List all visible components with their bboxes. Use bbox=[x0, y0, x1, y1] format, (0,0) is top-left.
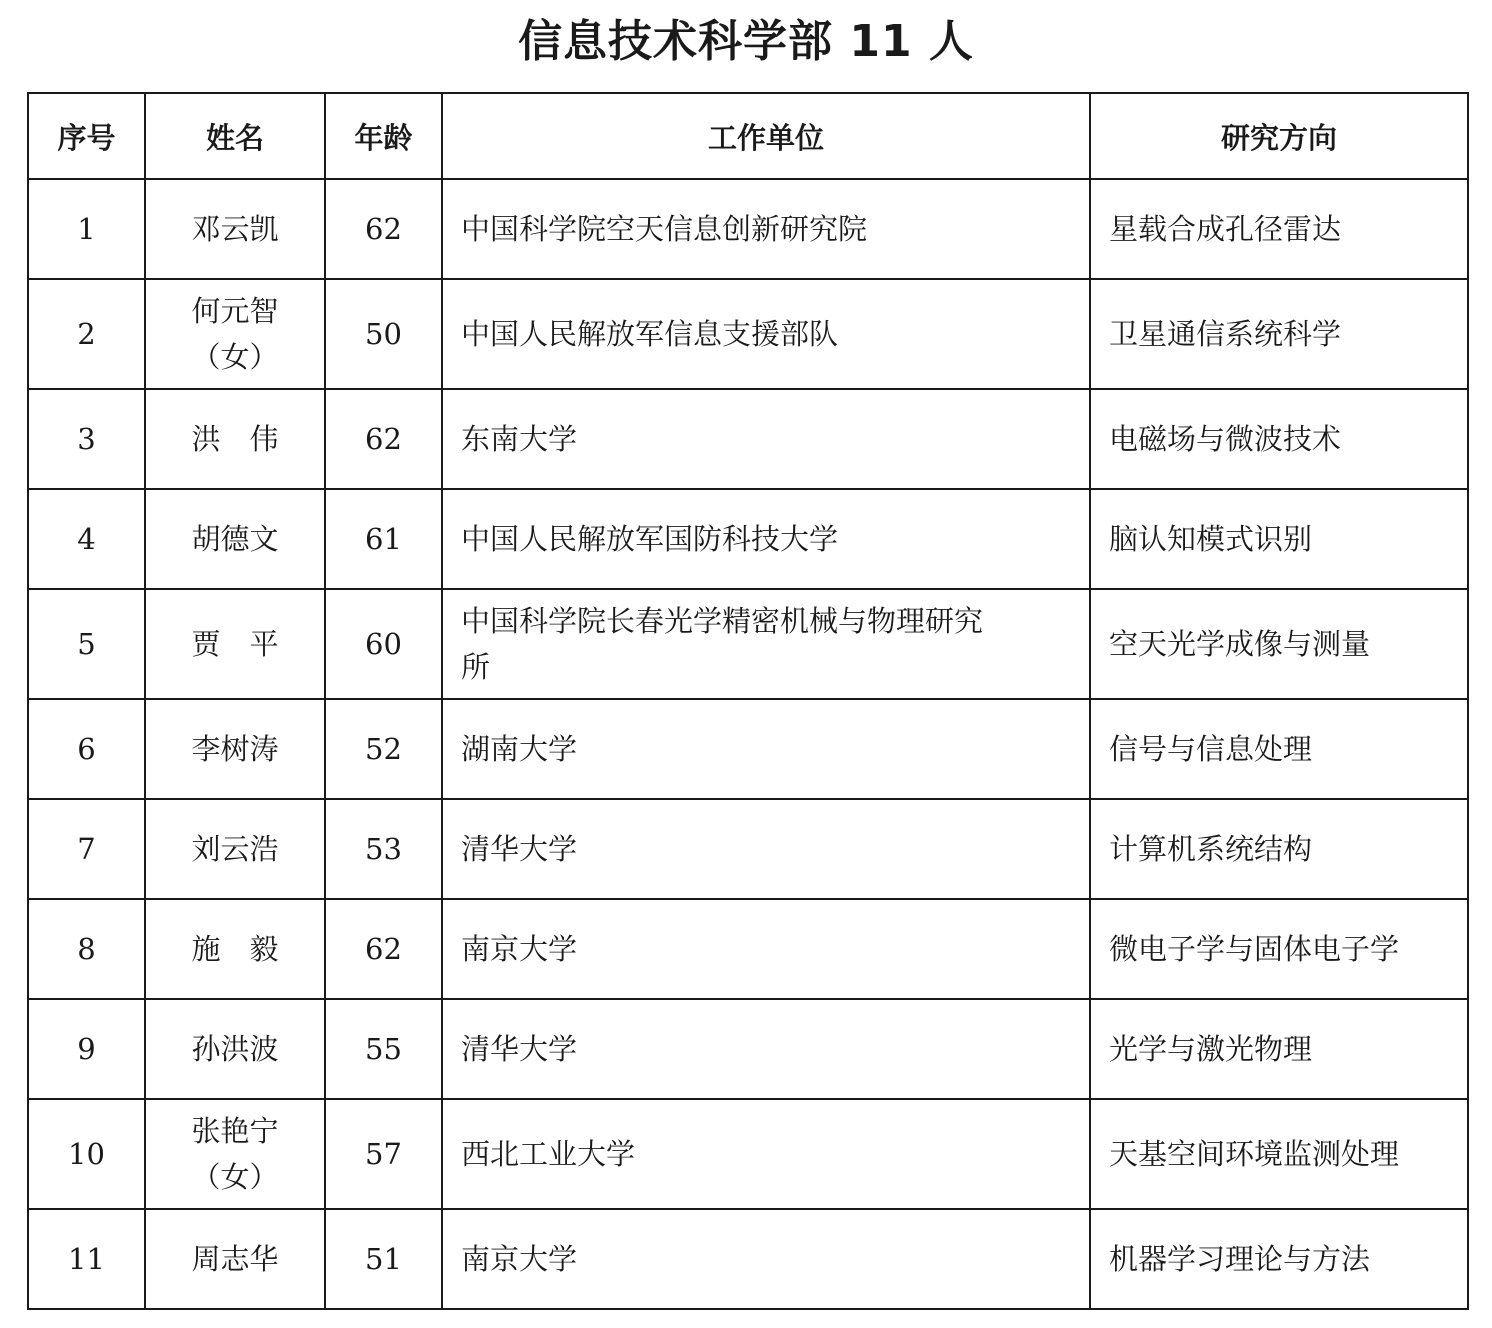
header-no: 序号 bbox=[28, 93, 145, 179]
cell-no: 10 bbox=[28, 1099, 145, 1209]
cell-age: 57 bbox=[325, 1099, 442, 1209]
cell-name bbox=[145, 899, 325, 999]
cell-no: 9 bbox=[28, 999, 145, 1099]
table-row bbox=[28, 589, 1468, 699]
cell-name bbox=[145, 279, 325, 389]
cell-age: 53 bbox=[325, 799, 442, 899]
cell-age: 60 bbox=[325, 589, 442, 699]
cell-no: 8 bbox=[28, 899, 145, 999]
header-name: 姓名 bbox=[145, 93, 325, 179]
name-text: 洪 伟 bbox=[191, 422, 279, 456]
cell-direction: 微电子学与固体电子学 bbox=[1090, 899, 1468, 999]
cell-unit: 西北工业大学 bbox=[442, 1099, 1090, 1209]
cell-unit: 南京大学 bbox=[442, 1209, 1090, 1309]
table-row bbox=[28, 699, 1468, 799]
cell-direction: 星载合成孔径雷达 bbox=[1090, 179, 1468, 279]
table-row bbox=[28, 799, 1468, 899]
cell-age: 62 bbox=[325, 179, 442, 279]
cell-unit: 清华大学 bbox=[442, 799, 1090, 899]
name-text: 胡德文 bbox=[191, 522, 279, 556]
cell-direction: 空天光学成像与测量 bbox=[1090, 589, 1468, 699]
cell-age: 62 bbox=[325, 899, 442, 999]
name-text: 邓云凯 bbox=[191, 212, 279, 246]
cell-direction: 计算机系统结构 bbox=[1090, 799, 1468, 899]
cell-no: 5 bbox=[28, 589, 145, 699]
cell-direction: 光学与激光物理 bbox=[1090, 999, 1468, 1099]
cell-direction: 机器学习理论与方法 bbox=[1090, 1209, 1468, 1309]
name-text: 周志华 bbox=[191, 1242, 279, 1276]
page-title: 信息技术科学部 11 人 bbox=[518, 16, 974, 67]
cell-name bbox=[145, 1099, 325, 1209]
cell-name bbox=[145, 489, 325, 589]
name-text: 刘云浩 bbox=[191, 832, 279, 866]
cell-no: 1 bbox=[28, 179, 145, 279]
cell-age: 61 bbox=[325, 489, 442, 589]
name-text: 贾 平 bbox=[191, 627, 279, 661]
cell-name bbox=[145, 179, 325, 279]
name-text: 何元智 bbox=[191, 294, 279, 328]
cell-age: 55 bbox=[325, 999, 442, 1099]
table-row bbox=[28, 1099, 1468, 1209]
table-row bbox=[28, 1209, 1468, 1309]
cell-unit: 中国人民解放军信息支援部队 bbox=[442, 279, 1090, 389]
cell-age: 62 bbox=[325, 389, 442, 489]
cell-unit: 中国科学院长春光学精密机械与物理研究所 bbox=[442, 589, 1090, 699]
cell-name bbox=[145, 389, 325, 489]
name-text: 李树涛 bbox=[191, 732, 279, 766]
header-direction: 研究方向 bbox=[1090, 93, 1468, 179]
name-note: （女） bbox=[191, 1160, 279, 1194]
cell-name bbox=[145, 799, 325, 899]
cell-unit: 清华大学 bbox=[442, 999, 1090, 1099]
cell-unit: 湖南大学 bbox=[442, 699, 1090, 799]
cell-age: 50 bbox=[325, 279, 442, 389]
header-unit: 工作单位 bbox=[442, 93, 1090, 179]
table-row bbox=[28, 999, 1468, 1099]
cell-name bbox=[145, 1209, 325, 1309]
cell-unit: 东南大学 bbox=[442, 389, 1090, 489]
table-row bbox=[28, 899, 1468, 999]
cell-direction: 电磁场与微波技术 bbox=[1090, 389, 1468, 489]
cell-age: 52 bbox=[325, 699, 442, 799]
cell-no: 7 bbox=[28, 799, 145, 899]
cell-no: 2 bbox=[28, 279, 145, 389]
cell-direction: 天基空间环境监测处理 bbox=[1090, 1099, 1468, 1209]
table-row bbox=[28, 279, 1468, 389]
cell-no: 3 bbox=[28, 389, 145, 489]
cell-name bbox=[145, 699, 325, 799]
header-age: 年龄 bbox=[325, 93, 442, 179]
cell-direction: 脑认知模式识别 bbox=[1090, 489, 1468, 589]
cell-direction: 卫星通信系统科学 bbox=[1090, 279, 1468, 389]
cell-age: 51 bbox=[325, 1209, 442, 1309]
cell-unit: 南京大学 bbox=[442, 899, 1090, 999]
members-table bbox=[27, 92, 1469, 1310]
name-text: 施 毅 bbox=[191, 932, 279, 966]
cell-no: 6 bbox=[28, 699, 145, 799]
table-row bbox=[28, 389, 1468, 489]
cell-unit: 中国人民解放军国防科技大学 bbox=[442, 489, 1090, 589]
name-note: （女） bbox=[191, 340, 279, 374]
cell-unit: 中国科学院空天信息创新研究院 bbox=[442, 179, 1090, 279]
name-text: 张艳宁 bbox=[191, 1114, 279, 1148]
table-header-row bbox=[28, 93, 1468, 179]
cell-no: 4 bbox=[28, 489, 145, 589]
cell-name bbox=[145, 999, 325, 1099]
cell-name bbox=[145, 589, 325, 699]
table-row bbox=[28, 489, 1468, 589]
name-text: 孙洪波 bbox=[191, 1032, 279, 1066]
cell-no: 11 bbox=[28, 1209, 145, 1309]
cell-direction: 信号与信息处理 bbox=[1090, 699, 1468, 799]
table-row bbox=[28, 179, 1468, 279]
